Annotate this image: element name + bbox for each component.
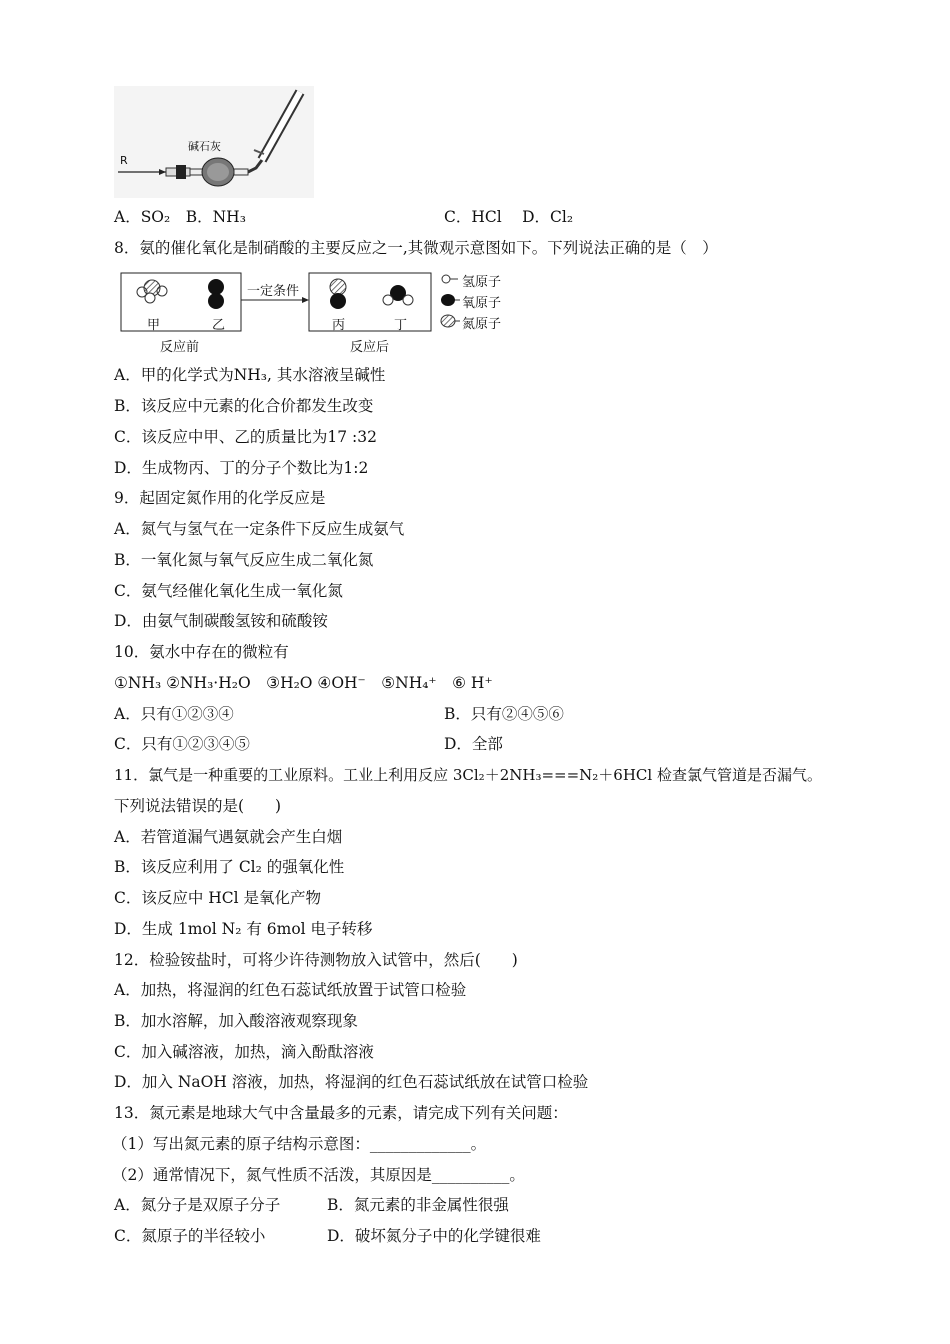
label-jia: 甲 [147, 318, 161, 333]
q13-sub1: （1）写出氮元素的原子结构示意图：_____________。 [112, 1135, 487, 1153]
q7-options-right: C．HCl D．Cl₂ [444, 208, 574, 226]
label-ding: 丁 [394, 318, 408, 333]
q8-option-d: D．生成物丙、丁的分子个数比为1:2 [114, 459, 369, 477]
legend-oxygen: 氧原子 [462, 296, 502, 311]
legend-nitrogen: 氮原子 [462, 317, 502, 332]
q9-option-a: A．氮气与氢气在一定条件下反应生成氨气 [114, 520, 405, 538]
q13-option-a: A．氮分子是双原子分子 [114, 1196, 281, 1214]
q13-option-b: B．氮元素的非金属性很强 [327, 1196, 509, 1214]
q8-option-c: C．该反应中甲、乙的质量比为17 :32 [114, 428, 377, 446]
q11-option-d: D．生成 1mol N₂ 有 6mol 电子转移 [114, 920, 373, 938]
q11-stem-line2: 下列说法错误的是( ) [114, 797, 282, 815]
q12-option-c: C．加入碱溶液，加热，滴入酚酞溶液 [114, 1043, 374, 1061]
label-bing: 丙 [332, 318, 346, 333]
q11-option-c: C．该反应中 HCl 是氧化产物 [114, 889, 322, 907]
q8-option-a: A．甲的化学式为NH₃, 其水溶液呈碱性 [114, 366, 386, 384]
label-yi: 乙 [212, 318, 226, 333]
q10-stem: 10．氨水中存在的微粒有 [114, 643, 289, 661]
q11-stem-line1: 11．氯气是一种重要的工业原料。工业上利用反应 3Cl₂＋2NH₃===N₂＋6HCl 检查氯气管道是否漏气。 [114, 766, 822, 784]
q8-stem: 8．氨的催化氧化是制硝酸的主要反应之一,其微观示意图如下。下列说法正确的是（ ） [114, 239, 718, 257]
q10-option-a: A．只有①②③④ [114, 705, 234, 723]
q12-option-d: D．加入 NaOH 溶液，加热，将湿润的红色石蕊试纸放在试管口检验 [114, 1073, 589, 1091]
q8-option-b: B．该反应中元素的化合价都发生改变 [114, 397, 374, 415]
q10-option-c: C．只有①②③④⑤ [114, 735, 250, 753]
q11-option-a: A．若管道漏气遇氨就会产生白烟 [114, 828, 343, 846]
q10-particles: ①NH₃ ②NH₃·H₂O ③H₂O ④OH⁻ ⑤NH₄⁺ ⑥ H⁺ [114, 674, 493, 692]
q11-option-b: B．该反应利用了 Cl₂ 的强氧化性 [114, 858, 345, 876]
q13-stem: 13．氮元素是地球大气中含量最多的元素，请完成下列有关问题： [114, 1104, 568, 1122]
q9-option-d: D．由氨气制碳酸氢铵和硫酸铵 [114, 612, 328, 630]
q13-option-d: D．破坏氮分子中的化学键很难 [327, 1227, 541, 1245]
q12-option-b: B．加水溶解，加入酸溶液观察现象 [114, 1012, 358, 1030]
apparatus-figure [114, 86, 314, 198]
caption-before: 反应前 [160, 340, 200, 355]
q12-option-a: A．加热，将湿润的红色石蕊试纸放置于试管口检验 [114, 981, 467, 999]
q9-option-b: B．一氧化氮与氧气反应生成二氧化氮 [114, 551, 374, 569]
apparatus-inlet-label: R [120, 154, 128, 167]
legend-hydrogen: 氢原子 [462, 275, 502, 290]
q10-option-b: B．只有②④⑤⑥ [444, 705, 564, 723]
q10-option-d: D．全部 [444, 735, 503, 753]
apparatus-label: 碱石灰 [188, 140, 221, 153]
caption-after: 反应后 [350, 340, 390, 355]
arrow-label: 一定条件 [247, 284, 300, 299]
reaction-diagram [120, 270, 530, 354]
q13-sub2: （2）通常情况下，氮气性质不活泼，其原因是__________。 [112, 1166, 525, 1184]
q9-option-c: C．氨气经催化氧化生成一氧化氮 [114, 582, 343, 600]
q12-stem: 12．检验铵盐时，可将少许待测物放入试管中，然后( ) [114, 951, 518, 969]
q9-stem: 9．起固定氮作用的化学反应是 [114, 489, 326, 507]
q7-options-left: A．SO₂ B．NH₃ [114, 208, 246, 226]
q13-option-c: C．氮原子的半径较小 [114, 1227, 266, 1245]
